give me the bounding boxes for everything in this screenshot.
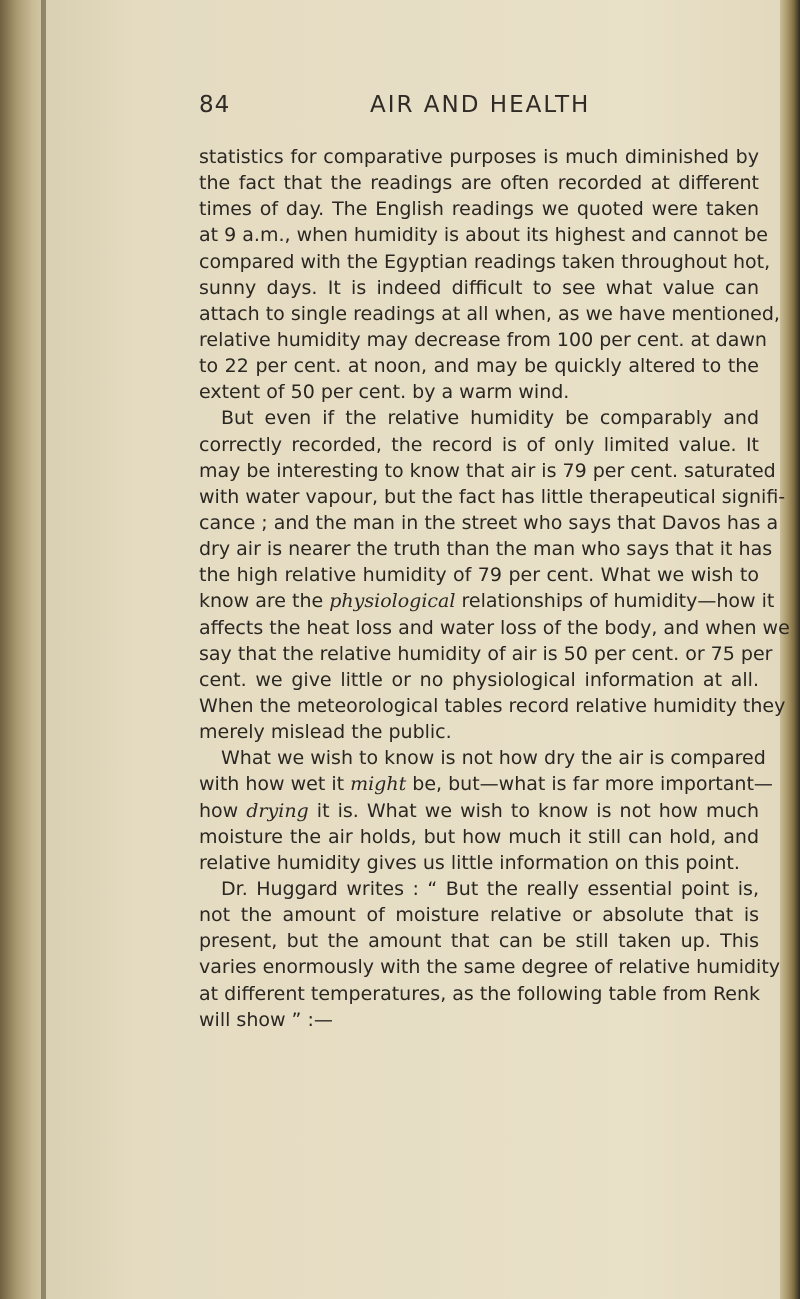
text-run: it is. What we wish to know is not how much: [308, 799, 759, 822]
text-line: [199, 588, 775, 614]
text-run: at 9 a.m., when humidity is about its highest and cannot be: [199, 224, 768, 247]
text-run: extent of 50 per cent. by a warm wind.: [199, 381, 570, 404]
text-line: [199, 301, 780, 327]
text-run: present, but the amount that can be still taken up. This: [199, 930, 759, 953]
text-run: may be interesting to know that air is 79 per cent. saturated: [199, 459, 776, 482]
text-line: [199, 458, 776, 484]
text-line: [199, 249, 771, 275]
running-head: [199, 92, 759, 122]
text-line: [199, 981, 759, 1007]
text-run: relative humidity may decrease from 100 per cent. at dawn: [199, 328, 767, 351]
text-run: the high relative humidity of 79 per cent. What we wish to: [199, 564, 759, 587]
text-line: [199, 327, 767, 353]
text-run: at different temperatures, as the following table from Renk: [199, 982, 761, 1005]
text-run: statistics for comparative purposes is much diminished by: [199, 146, 759, 168]
text-line: [199, 745, 766, 771]
text-line: [199, 196, 759, 222]
text-run: the fact that the readings are often recorded at different: [199, 172, 759, 195]
page-right-edge: [780, 0, 800, 1299]
text-line: [199, 222, 768, 248]
text-run: with how wet it: [199, 773, 351, 796]
text-line: [199, 275, 759, 301]
text-line: [199, 824, 759, 850]
text-line: [199, 353, 759, 379]
text-line: [199, 615, 790, 641]
book-spine-edge: [0, 0, 46, 1299]
running-title: AIR AND HEALTH: [370, 92, 591, 118]
text-line: [199, 850, 759, 876]
text-run: times of day. The English readings we quoted were taken: [199, 198, 759, 221]
text-line: [199, 641, 773, 667]
text-run: say that the relative humidity of air is 50 per cent. or 75 per: [199, 642, 773, 665]
text-run: affects the heat loss and water loss of the body, and when we: [199, 616, 790, 639]
text-run: moisture the air holds, but how much it still can hold, and: [199, 825, 759, 848]
text-line: [199, 771, 773, 797]
text-run: know are the: [199, 590, 330, 613]
text-line: [199, 144, 759, 170]
text-run: relative humidity gives us little information on this point.: [199, 851, 740, 874]
text-run: merely mislead the public.: [199, 721, 452, 744]
text-line: [199, 536, 773, 562]
text-run: Dr. Huggard writes : “ But the really essential point is,: [221, 877, 759, 900]
text-line: [199, 484, 786, 510]
text-run: how: [199, 799, 247, 822]
italic-text: might: [350, 773, 407, 796]
text-run: will show ” :—: [199, 1008, 333, 1031]
italic-text: drying: [246, 799, 309, 822]
text-run: But even if the relative humidity be comparably and: [221, 407, 759, 430]
text-line: [199, 719, 759, 745]
italic-text: physiological: [329, 590, 456, 613]
text-line: [199, 928, 759, 954]
text-run: varies enormously with the same degree of relative humidity: [199, 956, 781, 979]
body-text: [199, 144, 790, 1033]
text-run: When the meteorological tables record relative humidity they: [199, 694, 786, 717]
text-run: sunny days. It is indeed difficult to see what value can: [199, 276, 759, 299]
text-run: attach to single readings at all when, as we have mentioned,: [199, 302, 780, 325]
text-run: cent. we give little or no physiological information at all.: [199, 668, 759, 691]
text-line: [199, 798, 759, 824]
text-run: with water vapour, but the fact has little therapeutical signifi-: [199, 485, 786, 508]
page-number: 84: [199, 92, 231, 118]
text-run: to 22 per cent. at noon, and may be quickly altered to the: [199, 355, 759, 378]
text-line: [199, 562, 759, 588]
text-run: not the amount of moisture relative or absolute that is: [199, 904, 759, 927]
text-run: relationships of humidity—how it: [455, 590, 775, 613]
text-line: [199, 876, 759, 902]
text-run: dry air is nearer the truth than the man who says that it has: [199, 538, 773, 561]
text-run: cance ; and the man in the street who says that Davos has a: [199, 511, 779, 534]
text-line: [199, 379, 759, 405]
text-line: [199, 405, 759, 431]
text-run: What we wish to know is not how dry the air is compared: [221, 747, 766, 770]
text-line: [199, 432, 759, 458]
text-line: [199, 1007, 759, 1033]
text-line: [199, 954, 781, 980]
text-line: [199, 902, 759, 928]
text-line: [199, 170, 759, 196]
text-line: [199, 667, 759, 693]
text-run: compared with the Egyptian readings taken throughout hot,: [199, 250, 771, 273]
text-run: be, but—what is far more important—: [406, 773, 773, 796]
text-line: [199, 510, 779, 536]
text-run: correctly recorded, the record is of only limited value. It: [199, 433, 759, 456]
text-line: [199, 693, 786, 719]
